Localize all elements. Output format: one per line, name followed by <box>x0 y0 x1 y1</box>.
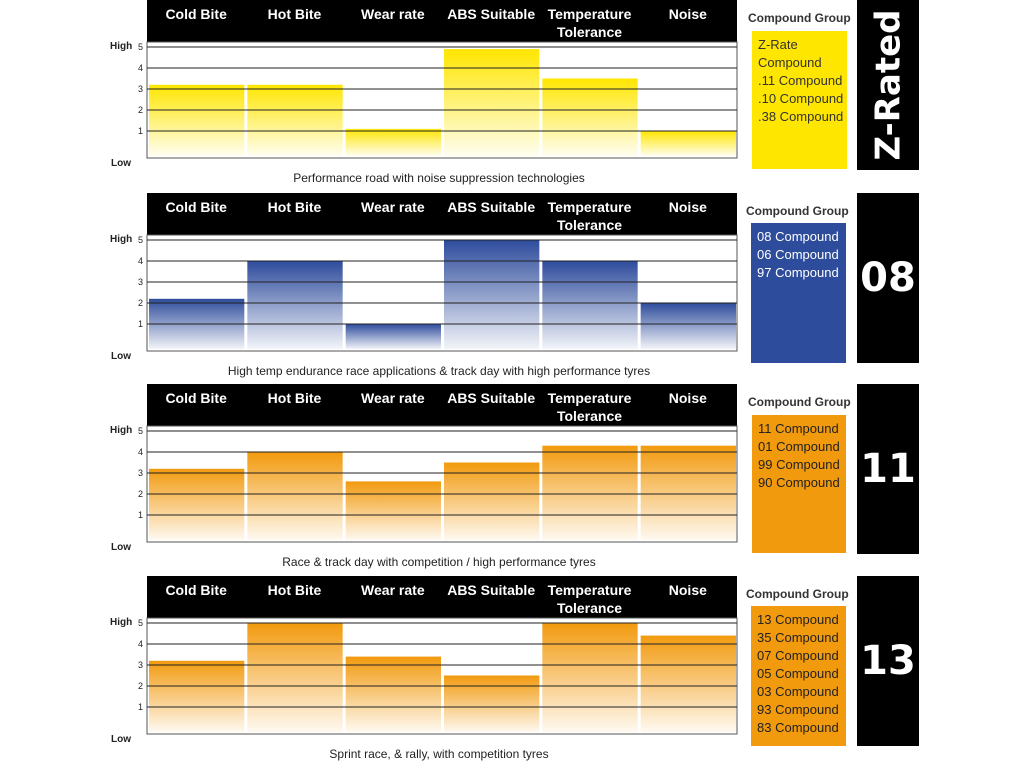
chart-panel-08 <box>0 193 1024 383</box>
compound-group-list <box>752 31 847 169</box>
bar <box>346 129 441 156</box>
chart-caption: Sprint race, & rally, with competition tyres <box>329 747 549 761</box>
chart-caption: High temp endurance race applications & track day with high performance tyres <box>227 364 651 378</box>
category-label: Wear rate <box>361 582 425 598</box>
category-label: Noise <box>668 390 707 406</box>
compound-item: 35 Compound <box>757 630 839 645</box>
y-tick-label: 3 <box>137 277 143 287</box>
compound-item: 05 Compound <box>757 666 839 681</box>
compound-group-title: Compound Group <box>748 11 851 25</box>
y-tick-label: 5 <box>137 426 143 436</box>
bar <box>149 661 244 732</box>
category-label: Tolerance <box>556 24 623 40</box>
compound-item: 90 Compound <box>758 475 840 490</box>
compound-item: 93 Compound <box>757 702 839 717</box>
category-label: Cold Bite <box>165 582 227 598</box>
y-tick-label: 1 <box>137 702 143 712</box>
bar <box>444 49 539 156</box>
category-label: Tolerance <box>556 217 623 233</box>
bar <box>542 623 637 732</box>
badge-11 <box>857 384 919 554</box>
y-tick-label: 4 <box>137 447 143 457</box>
y-tick-label: 3 <box>137 84 143 94</box>
bar <box>247 623 342 732</box>
compound-item: 13 Compound <box>757 612 839 627</box>
bar <box>542 79 637 157</box>
compound-item: 01 Compound <box>758 439 840 454</box>
category-label: Hot Bite <box>267 390 322 406</box>
y-tick-label: 2 <box>137 105 143 115</box>
category-label: ABS Suitable <box>447 6 536 22</box>
bar <box>641 303 736 349</box>
badge-13 <box>857 576 919 746</box>
y-high-label: High <box>110 234 133 245</box>
bar <box>542 446 637 540</box>
header-bar <box>147 576 737 618</box>
category-label: Hot Bite <box>267 199 322 215</box>
badge-zrated <box>857 0 919 170</box>
badge-label: 08 <box>860 255 916 301</box>
bar <box>346 657 441 732</box>
y-low-label: Low <box>111 351 131 362</box>
category-label: Hot Bite <box>267 6 322 22</box>
category-label: Hot Bite <box>267 582 322 598</box>
header-bar <box>147 0 737 42</box>
compound-item: 11 Compound <box>758 421 839 436</box>
category-label: ABS Suitable <box>447 582 536 598</box>
bar <box>444 676 539 733</box>
header-bar <box>147 384 737 426</box>
chart-panel-13 <box>0 576 1024 766</box>
y-tick-label: 5 <box>137 42 143 52</box>
compound-item: Z-Rate <box>758 37 798 52</box>
bar <box>247 452 342 540</box>
badge-label: Z-Rated <box>868 9 909 161</box>
compound-item: .10 Compound <box>758 91 844 106</box>
chart-panel-11 <box>0 384 1024 574</box>
compound-group-list <box>751 223 846 363</box>
category-label: ABS Suitable <box>447 390 536 406</box>
y-high-label: High <box>110 617 133 628</box>
category-label: ABS Suitable <box>447 199 536 215</box>
bar <box>641 636 736 732</box>
y-tick-label: 4 <box>137 256 143 266</box>
y-low-label: Low <box>111 734 131 745</box>
y-tick-label: 3 <box>137 468 143 478</box>
y-tick-label: 4 <box>137 63 143 73</box>
badge-label: 13 <box>860 638 916 684</box>
compound-group-title: Compound Group <box>746 587 849 601</box>
category-label: Temperature <box>547 582 632 598</box>
y-tick-label: 3 <box>137 660 143 670</box>
compound-item: 03 Compound <box>757 684 839 699</box>
y-tick-label: 5 <box>137 235 143 245</box>
y-tick-label: 1 <box>137 510 143 520</box>
category-label: Temperature <box>547 390 632 406</box>
y-tick-label: 2 <box>137 489 143 499</box>
compound-group-title: Compound Group <box>746 204 849 218</box>
bar <box>247 261 342 349</box>
bar <box>346 324 441 349</box>
category-label: Wear rate <box>361 6 425 22</box>
bar <box>542 261 637 349</box>
bar <box>444 463 539 541</box>
compound-item: Compound <box>758 55 822 70</box>
category-label: Temperature <box>547 6 632 22</box>
compound-item: 06 Compound <box>757 247 839 262</box>
compound-group-list <box>752 415 846 553</box>
badge-label: 11 <box>860 446 916 492</box>
category-label: Temperature <box>547 199 632 215</box>
bar <box>247 85 342 156</box>
y-tick-label: 1 <box>137 126 143 136</box>
category-label: Noise <box>668 582 707 598</box>
bar <box>641 446 736 540</box>
compound-item: 08 Compound <box>757 229 839 244</box>
bar <box>149 85 244 156</box>
bar <box>444 240 539 349</box>
y-tick-label: 2 <box>137 298 143 308</box>
compound-group-list <box>751 606 846 746</box>
compound-item: 83 Compound <box>757 720 839 735</box>
y-tick-label: 5 <box>137 618 143 628</box>
category-label: Tolerance <box>556 600 623 616</box>
chart-panel-zrated <box>0 0 1024 190</box>
compound-item: 07 Compound <box>757 648 839 663</box>
y-high-label: High <box>110 41 133 52</box>
category-label: Cold Bite <box>165 199 227 215</box>
bar <box>346 481 441 540</box>
y-tick-label: 1 <box>137 319 143 329</box>
compound-group-title: Compound Group <box>748 395 851 409</box>
compound-item: .38 Compound <box>758 109 844 124</box>
chart-caption: Race & track day with competition / high performance tyres <box>282 555 596 569</box>
compound-item: 99 Compound <box>758 457 840 472</box>
y-low-label: Low <box>111 542 131 553</box>
badge-08 <box>857 193 919 363</box>
compound-item: 97 Compound <box>757 265 839 280</box>
y-tick-label: 4 <box>137 639 143 649</box>
y-high-label: High <box>110 425 133 436</box>
y-tick-label: 2 <box>137 681 143 691</box>
category-label: Wear rate <box>361 390 425 406</box>
category-label: Wear rate <box>361 199 425 215</box>
category-label: Cold Bite <box>165 6 227 22</box>
bar <box>149 469 244 540</box>
category-label: Cold Bite <box>165 390 227 406</box>
category-label: Noise <box>668 199 707 215</box>
chart-caption: Performance road with noise suppression technologies <box>293 171 585 185</box>
y-low-label: Low <box>111 158 131 169</box>
category-label: Tolerance <box>556 408 623 424</box>
compound-item: .11 Compound <box>758 73 843 88</box>
category-label: Noise <box>668 6 707 22</box>
bar <box>641 131 736 156</box>
header-bar <box>147 193 737 235</box>
